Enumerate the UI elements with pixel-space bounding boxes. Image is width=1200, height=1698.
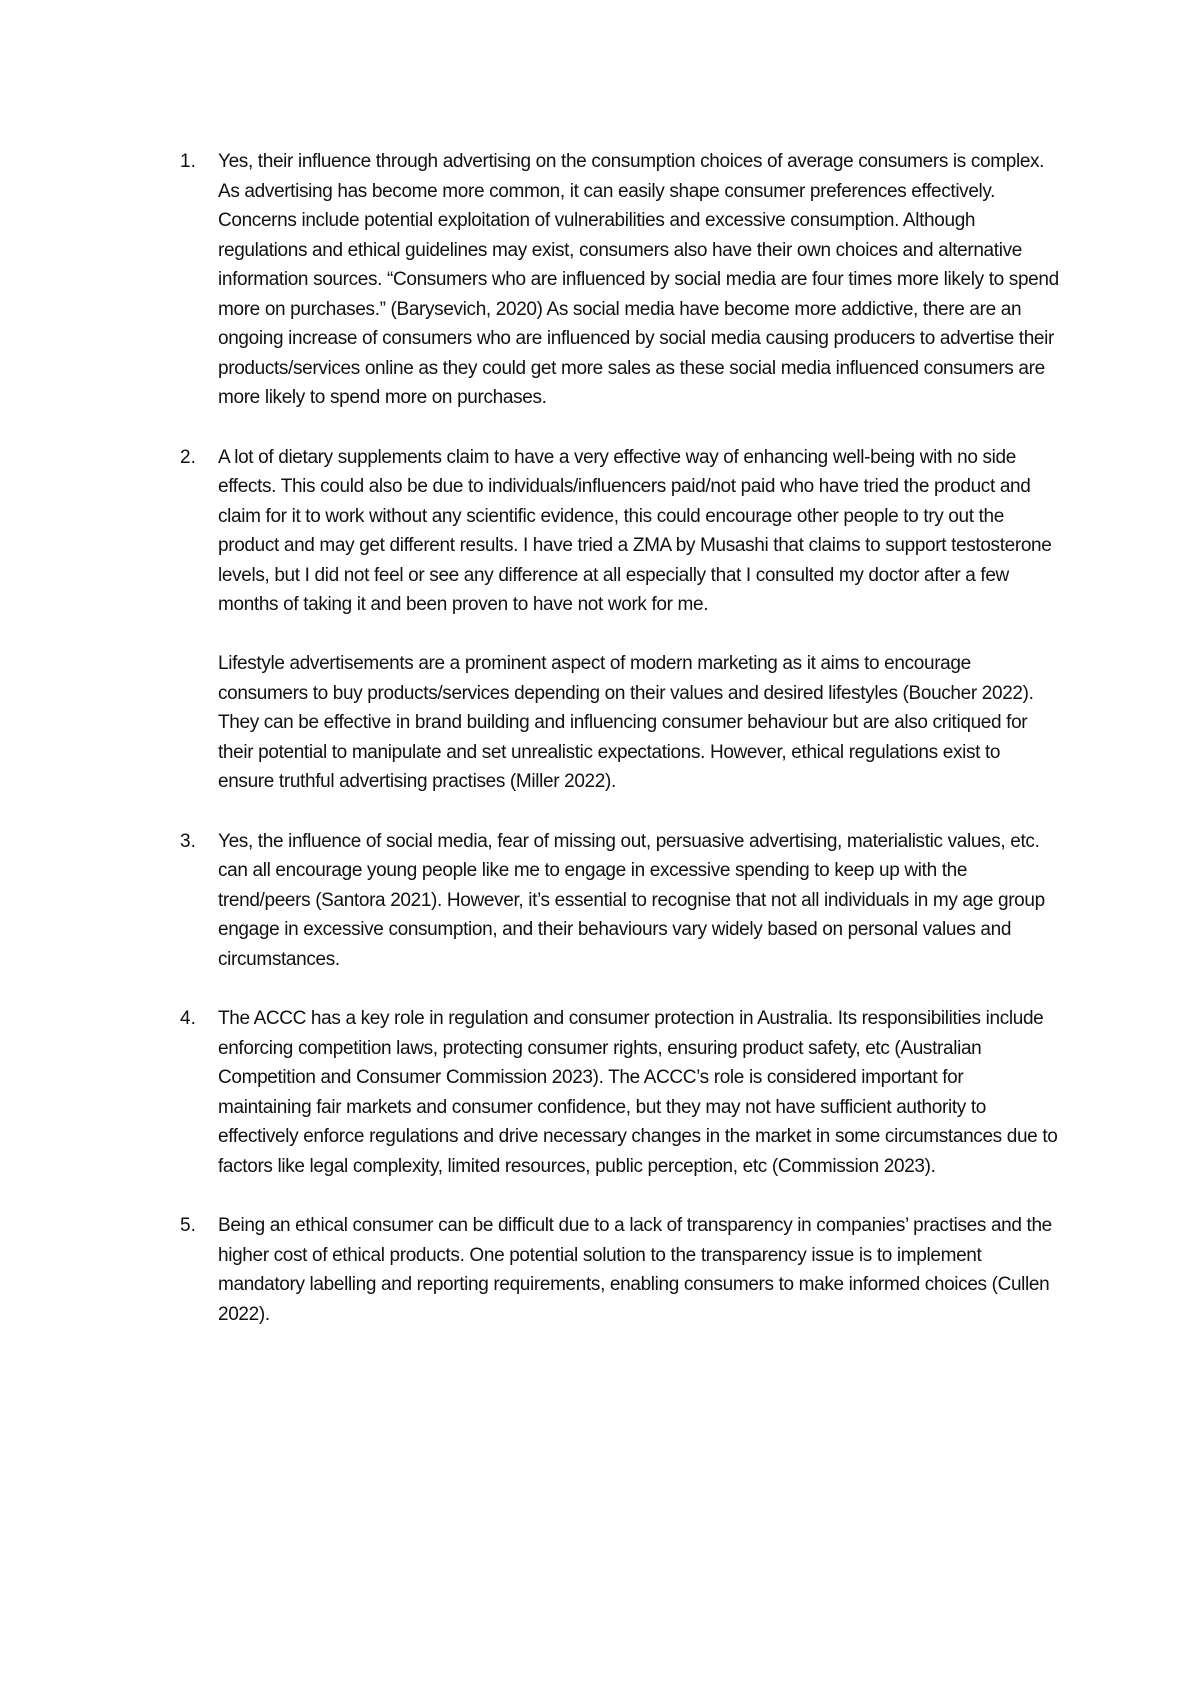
item-paragraph: A lot of dietary supplements claim to have a very effective way of enhancing well-being with no side effects. This could also be due to individuals/influencers paid/not paid who have tried the product and claim for it to work without any scientific evidence, this could encourage other people to try out the product and may get different results. I have tried a ZMA by Musashi that claims to support testosterone levels, but I did not feel or see any difference at all especially that I consulted my doctor after a few months of taking it and been proven to have not work for me. bbox=[218, 446, 1052, 615]
item-paragraph: Being an ethical consumer can be difficult due to a lack of transparency in companies’ practises and the higher cost of ethical products. One potential solution to the transparency issue is to implement mandatory labelling and reporting requirements, enabling consumers to make informed choices (Cullen 2022). bbox=[218, 1215, 1052, 1325]
list-item bbox=[180, 1004, 1060, 1181]
item-paragraph: Lifestyle advertisements are a prominent aspect of modern marketing as it aims to encourage consumers to buy products/services depending on their values and desired lifestyles (Boucher 2022). They can be effective in brand building and influencing consumer behaviour but are also critiqued for their potential to manipulate and set unrealistic expectations. However, ethical regulations exist to ensure truthful advertising practises (Miller 2022). bbox=[218, 653, 1034, 792]
item-paragraph: The ACCC has a key role in regulation and consumer protection in Australia. Its responsibilities include enforcing competition laws, protecting consumer rights, ensuring product safety, etc (Australian Competition and Consumer Commission 2023). The ACCC’s role is considered important for maintaining fair markets and consumer confidence, but they may not have sufficient authority to effectively enforce regulations and drive necessary changes in the market in some circumstances due to factors like legal complexity, limited resources, public perception, etc (Commission 2023). bbox=[218, 1008, 1058, 1177]
item-number: 5. bbox=[180, 1215, 196, 1236]
list-item bbox=[180, 443, 1060, 797]
list-item bbox=[180, 1211, 1060, 1329]
list-item bbox=[180, 147, 1060, 413]
item-paragraph: Yes, their influence through advertising on the consumption choices of average consumers is complex. As advertising has become more common, it can easily shape consumer preferences effectively. Concerns include potential exploitation of vulnerabilities and excessive consumption. Although regulations and ethical guidelines may exist, consumers also have their own choices and alternative information sources. “Consumers who are influenced by social media are four times more likely to spend more on purchases.” (Barysevich, 2020) As social media have become more addictive, there are an ongoing increase of consumers who are influenced by social media causing producers to advertise their products/services online as they could get more sales as these social media influenced consumers are more likely to spend more on purchases. bbox=[218, 151, 1059, 408]
answer-list bbox=[180, 147, 1060, 1359]
list-item bbox=[180, 827, 1060, 975]
item-paragraph: Yes, the influence of social media, fear of missing out, persuasive advertising, materialistic values, etc. can all encourage young people like me to engage in excessive spending to keep up with the trend/peers (Santora 2021). However, it’s essential to recognise that not all individuals in my age group engage in excessive consumption, and their behaviours vary widely based on personal values and circumstances. bbox=[218, 830, 1045, 970]
item-number: 2. bbox=[180, 446, 196, 468]
item-number: 1. bbox=[180, 151, 196, 172]
item-number: 4. bbox=[180, 1008, 196, 1029]
item-number: 3. bbox=[180, 830, 196, 852]
